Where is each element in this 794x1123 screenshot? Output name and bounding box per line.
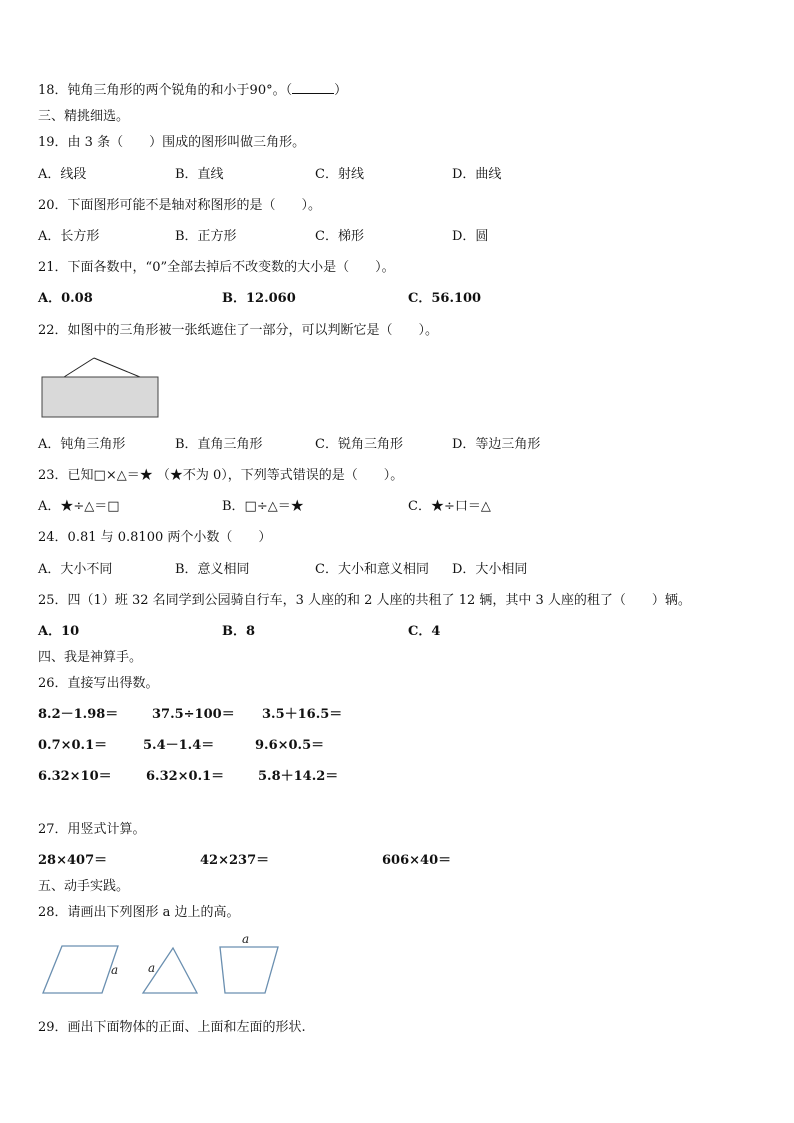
calc-item: 3.5＋16.5＝ xyxy=(262,707,343,722)
q22-text: 22．如图中的三角形被一张纸遮住了一部分，可以判断它是（ ）。 xyxy=(38,323,439,338)
q19-option-c[interactable]: C．射线 xyxy=(315,167,364,182)
q22-option-c[interactable]: C．锐角三角形 xyxy=(315,437,403,452)
q23-text: 23．已知□×△＝★ （★不为 0），下列等式错误的是（ ）。 xyxy=(38,468,404,483)
q25-option-b[interactable]: B．8 xyxy=(222,624,256,639)
vertical-calc-item: 606×40＝ xyxy=(382,853,452,868)
q19-option-a[interactable]: A．线段 xyxy=(38,167,87,182)
q20-option-c[interactable]: C．梯形 xyxy=(315,229,364,244)
q19-option-d[interactable]: D．曲线 xyxy=(452,167,502,182)
parallelogram-shape xyxy=(43,946,118,993)
calc-item: 0.7×0.1＝ xyxy=(38,738,108,753)
q20-text: 20．下面图形可能不是轴对称图形的是（ ）。 xyxy=(38,198,322,213)
q21-option-a[interactable]: A．0.08 xyxy=(38,291,93,306)
q24-option-c[interactable]: C．大小和意义相同 xyxy=(315,562,429,577)
vertical-calc-item: 42×237＝ xyxy=(200,853,270,868)
q21-option-c[interactable]: C．56.100 xyxy=(408,291,482,306)
q20-option-b[interactable]: B．正方形 xyxy=(175,229,237,244)
calc-item: 5.8＋14.2＝ xyxy=(258,769,339,784)
q23-option-c[interactable]: C．★÷口＝△ xyxy=(408,499,491,514)
q24-option-b[interactable]: B．意义相同 xyxy=(175,562,250,577)
trapezoid-side-label: a xyxy=(242,932,250,946)
q20-option-a[interactable]: A．长方形 xyxy=(38,229,100,244)
calc-item: 6.32×10＝ xyxy=(38,769,112,784)
q21-option-b[interactable]: B．12.060 xyxy=(222,291,296,306)
q18-text: 18．钝角三角形的两个锐角的和小于90°。（ xyxy=(38,83,293,98)
q25-option-c[interactable]: C．4 xyxy=(408,624,441,639)
trapezoid-shape xyxy=(220,947,278,993)
answer-blank[interactable] xyxy=(292,81,334,94)
calc-item: 8.2－1.98＝ xyxy=(38,707,119,722)
section-5-heading: 五、动手实践。 xyxy=(38,879,130,894)
q19-text: 19．由 3 条（ ）围成的图形叫做三角形。 xyxy=(38,135,306,150)
q23-option-b[interactable]: B．□÷△＝★ xyxy=(222,499,304,514)
triangle-left-edge xyxy=(64,358,94,377)
triangle-right-edge xyxy=(94,358,140,377)
q24-option-d[interactable]: D．大小相同 xyxy=(452,562,528,577)
calc-item: 6.32×0.1＝ xyxy=(146,769,225,784)
calc-item: 9.6×0.5＝ xyxy=(255,738,325,753)
triangle-side-label: a xyxy=(148,961,156,975)
q25-option-a[interactable]: A．10 xyxy=(38,624,80,639)
q26-text: 26．直接写出得数。 xyxy=(38,676,159,691)
q24-text: 24．0.81 与 0.8100 两个小数（ ） xyxy=(38,530,272,545)
q21-text: 21．下面各数中，“0”全部去掉后不改变数的大小是（ ）。 xyxy=(38,260,395,275)
q19-option-b[interactable]: B．直线 xyxy=(175,167,224,182)
calc-item: 5.4－1.4＝ xyxy=(143,738,215,753)
section-4-heading: 四、我是神算手。 xyxy=(38,650,143,665)
q18-line xyxy=(38,81,347,100)
calc-item: 37.5÷100＝ xyxy=(152,707,235,722)
covered-triangle-figure xyxy=(40,355,162,420)
q24-option-a[interactable]: A．大小不同 xyxy=(38,562,113,577)
q27-text: 27．用竖式计算。 xyxy=(38,822,146,837)
q22-option-d[interactable]: D．等边三角形 xyxy=(452,437,541,452)
q28-text: 28．请画出下列图形 a 边上的高。 xyxy=(38,905,240,920)
paper-cover xyxy=(42,377,158,417)
q22-option-a[interactable]: A．钝角三角形 xyxy=(38,437,126,452)
height-drawing-figures xyxy=(40,932,300,998)
q22-option-b[interactable]: B．直角三角形 xyxy=(175,437,263,452)
q20-option-d[interactable]: D．圆 xyxy=(452,229,489,244)
q25-text: 25．四（1）班 32 名同学到公园骑自行车，3 人座的和 2 人座的共租了 12 辆，其中 3 人座的租了（ ）辆。 xyxy=(38,593,691,608)
vertical-calc-item: 28×407＝ xyxy=(38,853,108,868)
q23-option-a[interactable]: A．★÷△＝□ xyxy=(38,499,120,514)
section-3-heading: 三、精挑细选。 xyxy=(38,109,130,124)
parallelogram-side-label: a xyxy=(111,963,119,977)
q29-text: 29．画出下面物体的正面、上面和左面的形状. xyxy=(38,1020,306,1035)
q18-close: ） xyxy=(334,83,348,98)
